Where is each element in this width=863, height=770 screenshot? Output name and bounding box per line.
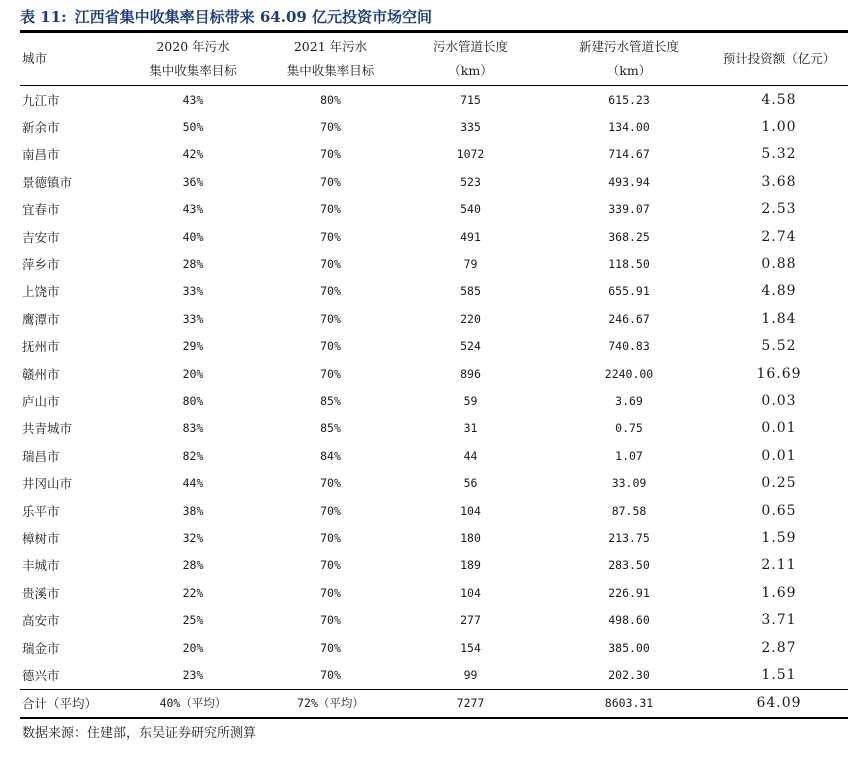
cell-investment: 3.68 bbox=[761, 173, 797, 190]
data-table bbox=[20, 30, 848, 719]
table-row bbox=[20, 168, 848, 195]
cell-city: 宜春市 bbox=[22, 202, 60, 218]
cell-rate-2021: 70% bbox=[320, 120, 341, 135]
header-investment: 预计投资额（亿元） bbox=[710, 33, 848, 86]
cell-rate-2020: 42% bbox=[182, 147, 204, 162]
cell-rate-2021: 70% bbox=[320, 503, 341, 518]
cell-rate-2020: 20% bbox=[182, 640, 204, 655]
cell-city: 瑞金市 bbox=[22, 640, 60, 656]
cell-pipe-length: 31 bbox=[463, 421, 478, 436]
table-row bbox=[20, 661, 848, 689]
table-row bbox=[20, 196, 848, 223]
data-table-container bbox=[20, 30, 848, 719]
cell-new-pipe-length: 740.83 bbox=[608, 339, 650, 354]
cell-investment: 2.74 bbox=[761, 228, 797, 245]
cell-city: 德兴市 bbox=[22, 667, 60, 683]
cell-rate-2021: 70% bbox=[320, 613, 341, 628]
cell-rate-2020: 50% bbox=[182, 120, 204, 135]
cell-rate-2020: 38% bbox=[182, 503, 204, 518]
cell-rate-2020: 22% bbox=[182, 585, 204, 600]
cell-rate-2021: 85% bbox=[320, 393, 341, 408]
cell-investment: 0.88 bbox=[761, 256, 797, 273]
cell-investment: 1.69 bbox=[761, 584, 797, 601]
cell-investment: 5.52 bbox=[761, 338, 797, 355]
cell-city: 景德镇市 bbox=[22, 174, 73, 190]
cell-new-pipe-length: 87.58 bbox=[611, 503, 647, 518]
table-row bbox=[20, 387, 848, 414]
cell-city: 庐山市 bbox=[22, 393, 60, 409]
cell-rate-2020: 40%（平均） bbox=[118, 689, 268, 718]
header-rate-2021: 2021 年污水 集中收集率目标 bbox=[268, 33, 393, 86]
cell-city: 鹰潭市 bbox=[22, 311, 60, 327]
cell-rate-2020: 33% bbox=[182, 311, 204, 326]
cell-new-pipe-length: 246.67 bbox=[608, 311, 650, 326]
cell-new-pipe-length: 2240.00 bbox=[604, 366, 654, 381]
cell-pipe-length: 540 bbox=[460, 202, 481, 217]
cell-investment: 1.00 bbox=[761, 119, 797, 136]
cell-investment: 2.53 bbox=[761, 201, 797, 218]
cell-investment: 0.65 bbox=[761, 502, 797, 519]
cell-rate-2020: 28% bbox=[182, 558, 204, 573]
table-number: 表 11: bbox=[20, 8, 67, 26]
cell-new-pipe-length: 33.09 bbox=[611, 476, 647, 491]
table-row bbox=[20, 141, 848, 168]
cell-rate-2021: 70% bbox=[320, 530, 341, 545]
cell-city: 南昌市 bbox=[22, 147, 60, 163]
cell-new-pipe-length: 1.07 bbox=[615, 448, 643, 463]
cell-rate-2020: 23% bbox=[182, 667, 204, 682]
cell-city: 樟树市 bbox=[22, 530, 60, 546]
cell-pipe-length: 154 bbox=[460, 640, 481, 655]
total-row bbox=[20, 689, 848, 718]
cell-pipe-length: 104 bbox=[460, 585, 481, 600]
cell-pipe-length: 585 bbox=[460, 284, 481, 299]
cell-investment: 0.03 bbox=[761, 392, 797, 409]
cell-city: 赣州市 bbox=[22, 366, 60, 382]
header-city: 城市 bbox=[20, 33, 118, 86]
cell-new-pipe-length: 615.23 bbox=[608, 92, 650, 107]
cell-new-pipe-length: 714.67 bbox=[608, 147, 650, 162]
table-row bbox=[20, 333, 848, 360]
table-row bbox=[20, 86, 848, 114]
cell-new-pipe-length: 3.69 bbox=[615, 393, 643, 408]
table-row bbox=[20, 606, 848, 633]
table-body bbox=[20, 86, 848, 718]
cell-city: 新余市 bbox=[22, 120, 60, 136]
cell-rate-2020: 44% bbox=[182, 476, 204, 491]
cell-pipe-length: 335 bbox=[460, 120, 481, 135]
cell-city: 瑞昌市 bbox=[22, 448, 60, 464]
cell-rate-2021: 70% bbox=[320, 257, 341, 272]
cell-rate-2021: 70% bbox=[320, 311, 341, 326]
cell-pipe-length: 99 bbox=[463, 667, 478, 682]
cell-city: 井冈山市 bbox=[22, 476, 73, 492]
cell-city: 萍乡市 bbox=[22, 257, 60, 273]
cell-rate-2020: 36% bbox=[182, 174, 204, 189]
cell-rate-2021: 72%（平均） bbox=[268, 689, 393, 718]
cell-investment: 16.69 bbox=[756, 365, 802, 382]
header-pipe-length: 污水管道长度 （km） bbox=[393, 33, 548, 86]
cell-city: 贵溪市 bbox=[22, 585, 60, 601]
cell-city: 高安市 bbox=[22, 613, 60, 629]
cell-pipe-length: 1072 bbox=[456, 147, 485, 162]
cell-pipe-length: 277 bbox=[460, 613, 481, 628]
cell-new-pipe-length: 8603.31 bbox=[548, 689, 710, 718]
cell-pipe-length: 44 bbox=[463, 448, 478, 463]
cell-pipe-length: 180 bbox=[460, 530, 481, 545]
cell-rate-2020: 83% bbox=[182, 421, 204, 436]
cell-city: 抚州市 bbox=[22, 339, 60, 355]
cell-new-pipe-length: 134.00 bbox=[608, 120, 650, 135]
cell-investment: 3.71 bbox=[761, 612, 797, 629]
cell-pipe-length: 7277 bbox=[393, 689, 548, 718]
cell-rate-2021: 85% bbox=[320, 421, 341, 436]
source-note: 数据来源：住建部，东吴证券研究所测算 bbox=[22, 726, 257, 741]
cell-rate-2021: 70% bbox=[320, 667, 341, 682]
cell-rate-2021: 70% bbox=[320, 284, 341, 299]
header-row bbox=[20, 33, 848, 86]
cell-investment: 4.89 bbox=[761, 283, 797, 300]
cell-new-pipe-length: 368.25 bbox=[608, 229, 650, 244]
cell-rate-2021: 70% bbox=[320, 174, 341, 189]
cell-city: 九江市 bbox=[22, 92, 60, 108]
table-row bbox=[20, 250, 848, 277]
table-row bbox=[20, 442, 848, 469]
cell-rate-2021: 70% bbox=[320, 640, 341, 655]
cell-investment: 64.09 bbox=[710, 689, 848, 718]
cell-pipe-length: 715 bbox=[460, 92, 481, 107]
cell-rate-2021: 70% bbox=[320, 366, 341, 381]
cell-pipe-length: 491 bbox=[460, 229, 481, 244]
cell-investment: 2.87 bbox=[761, 639, 797, 656]
cell-investment: 1.84 bbox=[761, 310, 797, 327]
table-row bbox=[20, 113, 848, 140]
cell-investment: 2.11 bbox=[761, 557, 797, 574]
cell-pipe-length: 220 bbox=[460, 311, 481, 326]
cell-rate-2021: 84% bbox=[320, 448, 341, 463]
table-row bbox=[20, 360, 848, 387]
cell-new-pipe-length: 655.91 bbox=[608, 284, 650, 299]
table-row bbox=[20, 579, 848, 606]
table-title bbox=[20, 4, 432, 30]
cell-investment: 0.25 bbox=[761, 475, 797, 492]
cell-rate-2020: 33% bbox=[182, 284, 204, 299]
cell-city: 共青城市 bbox=[22, 421, 73, 437]
cell-pipe-length: 59 bbox=[463, 393, 478, 408]
table-row bbox=[20, 223, 848, 250]
cell-pipe-length: 104 bbox=[460, 503, 481, 518]
table-row bbox=[20, 634, 848, 661]
cell-new-pipe-length: 202.30 bbox=[608, 667, 650, 682]
cell-rate-2021: 70% bbox=[320, 147, 341, 162]
header-rate-2020: 2020 年污水 集中收集率目标 bbox=[118, 33, 268, 86]
cell-pipe-length: 896 bbox=[460, 366, 481, 381]
cell-new-pipe-length: 118.50 bbox=[608, 257, 650, 272]
cell-city: 乐平市 bbox=[22, 503, 60, 519]
cell-new-pipe-length: 493.94 bbox=[608, 174, 650, 189]
cell-pipe-length: 56 bbox=[463, 476, 478, 491]
cell-rate-2020: 32% bbox=[182, 530, 204, 545]
cell-new-pipe-length: 498.60 bbox=[608, 613, 650, 628]
cell-rate-2020: 43% bbox=[182, 202, 204, 217]
cell-investment: 0.01 bbox=[761, 447, 797, 464]
table-row bbox=[20, 552, 848, 579]
cell-rate-2021: 70% bbox=[320, 229, 341, 244]
cell-pipe-length: 524 bbox=[460, 339, 481, 354]
cell-new-pipe-length: 0.75 bbox=[615, 421, 643, 436]
cell-pipe-length: 523 bbox=[460, 174, 481, 189]
cell-rate-2021: 70% bbox=[320, 202, 341, 217]
cell-new-pipe-length: 213.75 bbox=[608, 530, 650, 545]
table-row bbox=[20, 469, 848, 496]
cell-new-pipe-length: 226.91 bbox=[608, 585, 650, 600]
table-row bbox=[20, 524, 848, 551]
cell-investment: 1.51 bbox=[761, 666, 797, 683]
cell-investment: 1.59 bbox=[761, 529, 797, 546]
cell-rate-2020: 29% bbox=[182, 339, 204, 354]
cell-new-pipe-length: 339.07 bbox=[608, 202, 650, 217]
cell-investment: 4.58 bbox=[761, 91, 797, 108]
table-caption: 江西省集中收集率目标带来 64.09 亿元投资市场空间 bbox=[74, 8, 433, 26]
cell-rate-2020: 82% bbox=[182, 448, 204, 463]
header-new-pipe-length: 新建污水管道长度 （km） bbox=[548, 33, 710, 86]
cell-city: 合计（平均） bbox=[20, 689, 118, 718]
table-row bbox=[20, 305, 848, 332]
cell-rate-2021: 80% bbox=[320, 92, 341, 107]
cell-pipe-length: 189 bbox=[460, 558, 481, 573]
cell-rate-2021: 70% bbox=[320, 339, 341, 354]
cell-new-pipe-length: 283.50 bbox=[608, 558, 650, 573]
table-row bbox=[20, 278, 848, 305]
cell-city: 丰城市 bbox=[22, 558, 60, 574]
cell-city: 上饶市 bbox=[22, 284, 60, 300]
cell-rate-2020: 40% bbox=[182, 229, 204, 244]
cell-rate-2020: 25% bbox=[182, 613, 204, 628]
table-row bbox=[20, 497, 848, 524]
cell-rate-2021: 70% bbox=[320, 476, 341, 491]
cell-rate-2020: 28% bbox=[182, 257, 204, 272]
cell-rate-2020: 43% bbox=[182, 92, 204, 107]
cell-new-pipe-length: 385.00 bbox=[608, 640, 650, 655]
cell-investment: 0.01 bbox=[761, 420, 797, 437]
table-row bbox=[20, 415, 848, 442]
cell-pipe-length: 79 bbox=[463, 257, 478, 272]
cell-rate-2020: 80% bbox=[182, 393, 204, 408]
cell-city: 吉安市 bbox=[22, 229, 60, 245]
cell-rate-2021: 70% bbox=[320, 558, 341, 573]
cell-rate-2021: 70% bbox=[320, 585, 341, 600]
cell-rate-2020: 20% bbox=[182, 366, 204, 381]
cell-investment: 5.32 bbox=[761, 146, 797, 163]
